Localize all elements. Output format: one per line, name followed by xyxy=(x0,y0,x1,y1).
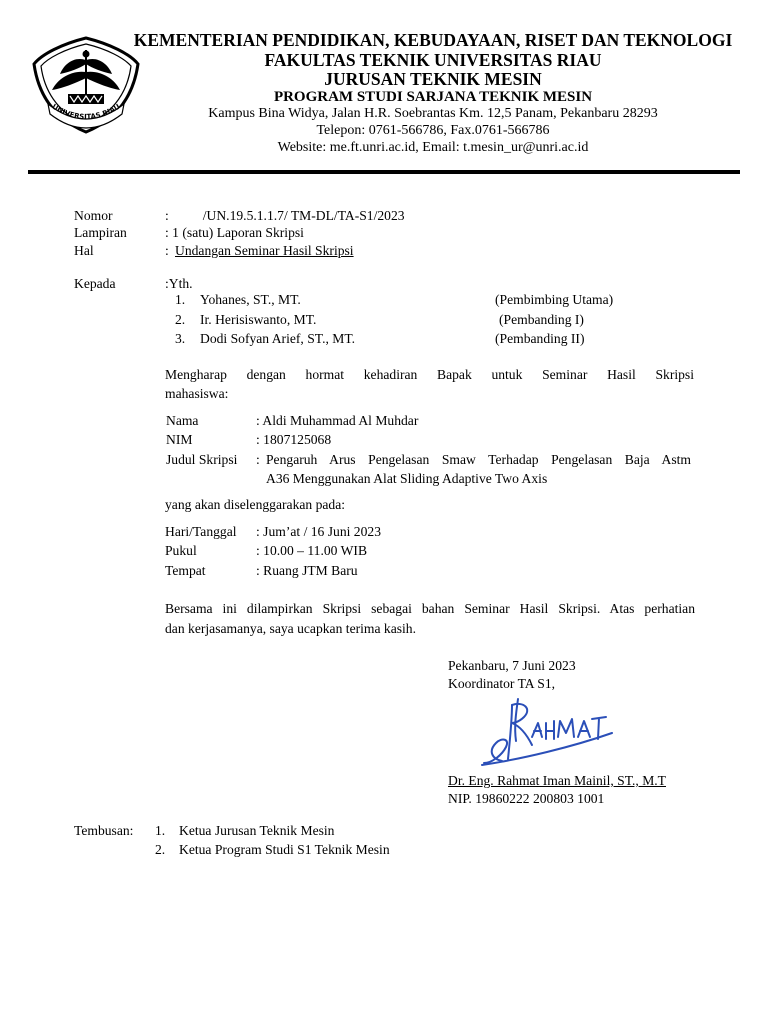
lampiran-label: Lampiran xyxy=(74,225,127,240)
intro-line-1: Mengharap dengan hormat kehadiran Bapak untuk Seminar Hasil Skripsi xyxy=(165,367,694,382)
signatory-nip: NIP. 19860222 200803 1001 xyxy=(448,791,605,806)
nomor-value: : /UN.19.5.1.1.7/ TM-DL/TA-S1/2023 xyxy=(165,208,405,223)
nim-label: NIM xyxy=(166,432,193,447)
recipient-role: (Pembanding I) xyxy=(499,312,584,327)
cc-number: 1. xyxy=(155,823,166,838)
hal-label: Hal xyxy=(74,243,94,258)
recipient-name: Yohanes, ST., MT. xyxy=(200,292,301,307)
signatory-name: Dr. Eng. Rahmat Iman Mainil, ST., M.T xyxy=(448,773,666,788)
nomor-label: Nomor xyxy=(74,208,113,223)
faculty-name: FAKULTAS TEKNIK UNIVERSITAS RIAU xyxy=(264,50,602,70)
judul-label: Judul Skripsi xyxy=(166,452,238,467)
nama-label: Nama xyxy=(166,413,199,428)
hal-value: Undangan Seminar Hasil Skripsi xyxy=(175,243,354,258)
cc-label: Tembusan: xyxy=(74,823,134,838)
program-name: PROGRAM STUDI SARJANA TEKNIK MESIN xyxy=(273,89,593,105)
website-email: Website: me.ft.unri.ac.id, Email: t.mesin_ur@unri.ac.id xyxy=(277,140,589,155)
recipient-number: 1. xyxy=(175,292,186,307)
yth: :Yth. xyxy=(165,276,193,291)
recipient-number: 2. xyxy=(175,312,186,327)
hari-value: : Jum’at / 16 Juni 2023 xyxy=(256,524,381,539)
recipient-role: (Pembimbing Utama) xyxy=(495,292,614,307)
nim-value: : 1807125068 xyxy=(256,432,332,447)
nama-value: : Aldi Muhammad Al Muhdar xyxy=(256,413,419,428)
pukul-value: : 10.00 – 11.00 WIB xyxy=(256,543,368,558)
cc-item: Ketua Program Studi S1 Teknik Mesin xyxy=(179,842,390,857)
letterhead-divider xyxy=(28,170,740,174)
kepada-label: Kepada xyxy=(74,276,116,291)
schedule-lead: yang akan diselenggarakan pada: xyxy=(165,497,346,512)
address: Kampus Bina Widya, Jalan H.R. Soebrantas Km. 12,5 Panam, Pekanbaru 28293 xyxy=(208,106,658,121)
recipient-name: Dodi Sofyan Arief, ST., MT. xyxy=(200,331,356,346)
handwritten-signature xyxy=(462,693,632,769)
judul-line-1: Pengaruh Arus Pengelasan Smaw Terhadap Pengelasan Baja Astm xyxy=(266,452,691,467)
intro-line-2: mahasiswa: xyxy=(165,386,229,401)
judul-colon: : xyxy=(256,452,260,467)
judul-line-2: A36 Menggunakan Alat Sliding Adaptive Two Axis xyxy=(266,471,548,486)
closing-line-1: Bersama ini dilampirkan Skripsi sebagai bahan Seminar Hasil Skripsi. Atas perhatian xyxy=(165,601,695,616)
tempat-label: Tempat xyxy=(165,563,206,578)
recipient-role: (Pembanding II) xyxy=(495,331,585,346)
pukul-label: Pukul xyxy=(165,543,197,558)
ministry-name: KEMENTERIAN PENDIDIKAN, KEBUDAYAAN, RISET DAN TEKNOLOGI xyxy=(133,30,733,50)
place-date: Pekanbaru, 7 Juni 2023 xyxy=(448,658,576,673)
phone-fax: Telepon: 0761-566786, Fax.0761-566786 xyxy=(316,123,550,138)
cc-number: 2. xyxy=(155,842,166,857)
lampiran-value: : 1 (satu) Laporan Skripsi xyxy=(165,225,304,240)
hari-label: Hari/Tanggal xyxy=(165,524,237,539)
recipient-name: Ir. Herisiswanto, MT. xyxy=(200,312,317,327)
closing-line-2: dan kerjasamanya, saya ucapkan terima kasih. xyxy=(165,621,416,636)
tempat-value: : Ruang JTM Baru xyxy=(256,563,358,578)
logo-text: UNIVERSITAS RIAU xyxy=(50,102,122,122)
recipient-number: 3. xyxy=(175,331,186,346)
hal-colon: : xyxy=(165,243,169,258)
cc-item: Ketua Jurusan Teknik Mesin xyxy=(179,823,335,838)
department-name: JURUSAN TEKNIK MESIN xyxy=(324,69,542,89)
signatory-role: Koordinator TA S1, xyxy=(448,676,556,691)
university-logo xyxy=(30,34,142,136)
